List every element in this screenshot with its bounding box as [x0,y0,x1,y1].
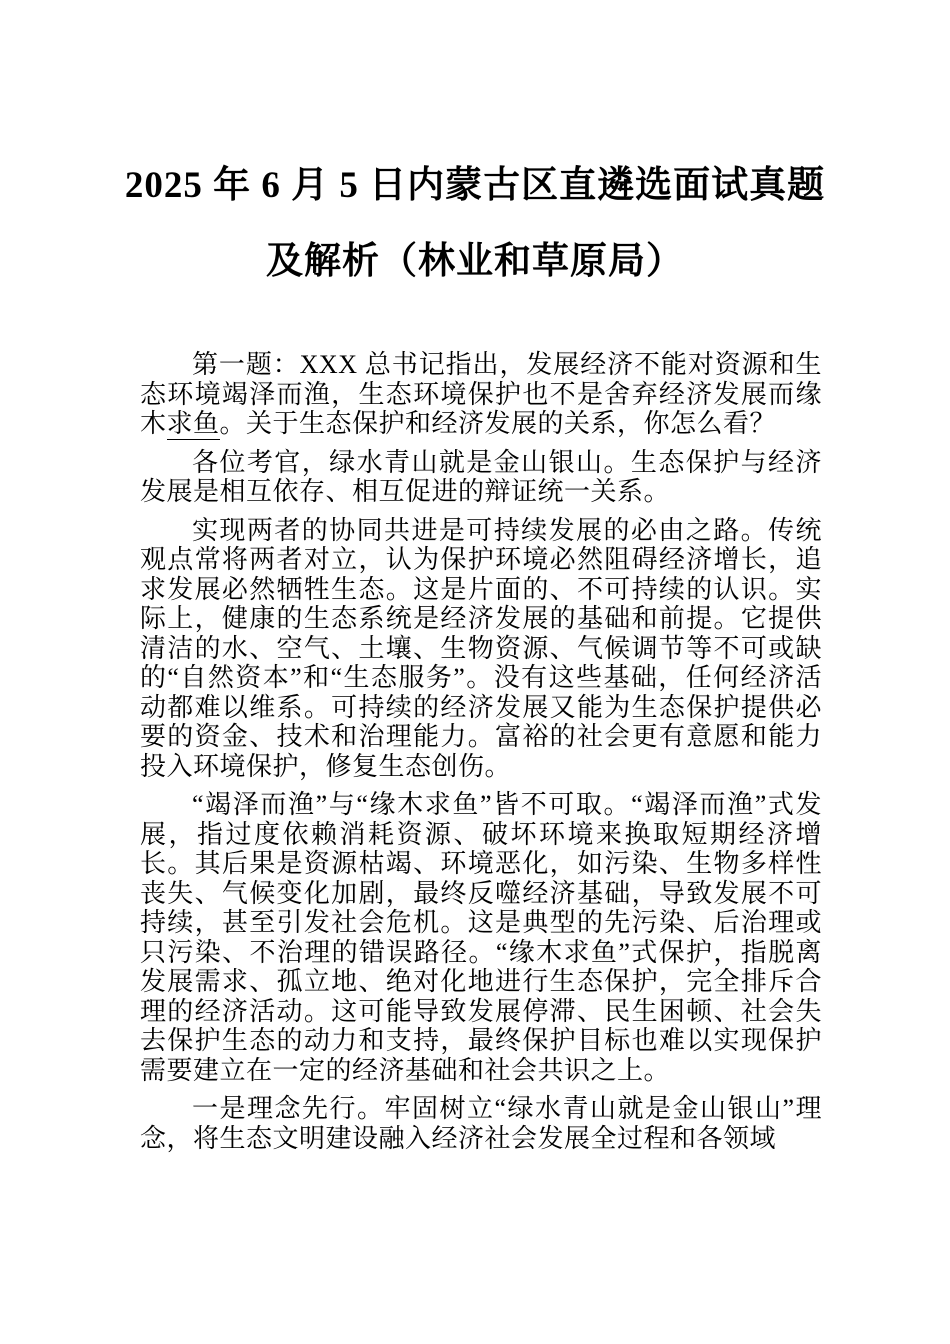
text-segment: 各位考官，绿水青山就是金山银山。生态保护与经济发展是相互依存、相互促进的辩证统一关系。 [140,447,822,506]
text-segment: “竭泽而渔”与“缘木求鱼”皆不可取。“竭泽而渔”式发展，指过度依赖消耗资源、破坏环境来换取短期经济增长。其后果是资源枯竭、环境恶化，如污染、生物多样性丧失、气候变化加剧，最终反噬经济基础，导致发展不可持续，甚至引发社会危机。这是典型的先污染、后治理或只污染、不治理的错误路径。“缘木求鱼”式保护，指脱离发展需求、孤立地、绝对化地进行生态保护，完全排斥合理的经济活动。这可能导致发展停滞、民生困顿、社会失去保护生态的动力和支持，最终保护目标也难以实现保护需要建立在一定的经济基础和社会共识之上。 [140,790,822,1085]
paragraph [140,448,822,507]
text-segment: 一是理念先行。牢固树立“绿水青山就是金山银山”理念，将生态文明建设融入经济社会发展全过程和各领域 [140,1094,822,1153]
text-segment: 第一题：XXX 总书记指出，发展经济不能对资源和生态环境竭泽而渔，生态环境保护也不是舍弃经济发展而缘木 [140,350,822,438]
underlined-phrase: 求鱼 [166,409,220,438]
paragraph [140,790,822,1085]
text-segment: 实现两者的协同共进是可持续发展的必由之路。传统观点常将两者对立，认为保护环境必然阻碍经济增长，追求发展必然牺牲生态。这是片面的、不可持续的认识。实际上，健康的生态系统是经济发展的基础和前提。它提供清洁的水、空气、土壤、生物资源、气候调节等不可或缺的“自然资本”和“生态服务”。没有这些基础，任何经济活动都难以维系。可持续的经济发展又能为生态保护提供必要的资金、技术和治理能力。富裕的社会更有意愿和能力投入环境保护，修复生态创伤。 [140,515,822,781]
paragraph [140,516,822,782]
title-line-1: 2025 年 6 月 5 日内蒙古区直遴选面试真题 [124,165,826,206]
paragraph [140,350,822,439]
document-title [0,0,950,300]
document-body [140,350,822,1153]
text-segment: 。关于生态保护和经济发展的关系，你怎么看？ [219,409,777,438]
title-line-2: 及解析（林业和草原局） [266,241,684,282]
paragraph [140,1094,822,1153]
